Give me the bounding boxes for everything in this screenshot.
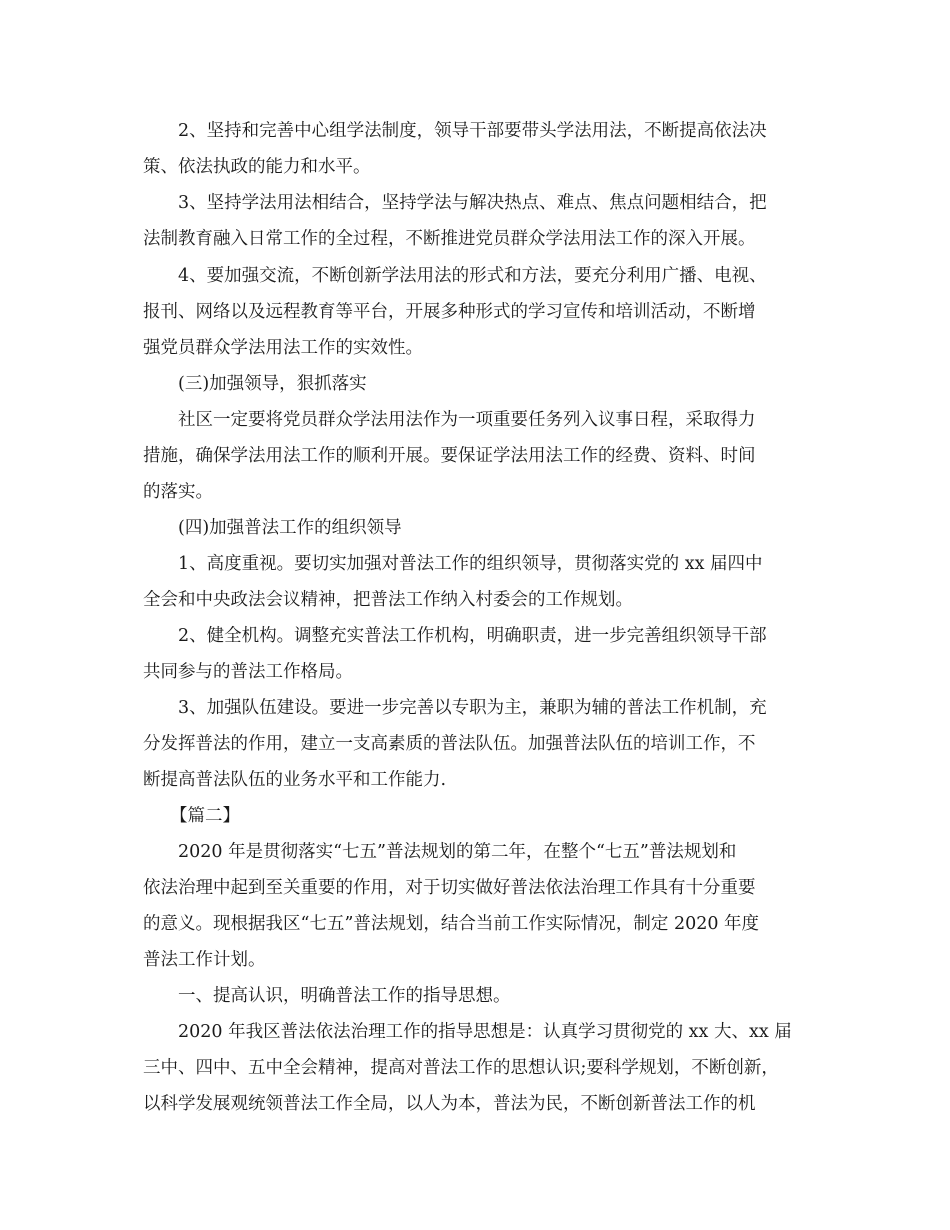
text-line: 措施，确保学法用法工作的顺利开展。要保证学法用法工作的经费、资料、时间 [143, 446, 756, 466]
text-line: 断提高普法队伍的业务水平和工作能力. [143, 770, 447, 790]
text-line: 2、健全机构。调整充实普法工作机构，明确职责，进一步完善组织领导干部 [178, 626, 767, 646]
text-line: 策、依法执政的能力和水平。 [143, 157, 371, 177]
text-line: 以科学发展观统领普法工作全局，以人为本，普法为民，不断创新普法工作的机 [143, 1094, 756, 1114]
text-line: 分发挥普法的作用，建立一支高素质的普法队伍。加强普法队伍的培训工作，不 [143, 734, 756, 754]
text-line: 4、要加强交流，不断创新学法用法的形式和方法，要充分利用广播、电视、 [178, 266, 767, 286]
section-heading: (四)加强普法工作的组织领导 [178, 518, 402, 538]
section-heading: (三)加强领导，狠抓落实 [178, 374, 367, 394]
text-line: 共同参与的普法工作格局。 [143, 662, 353, 682]
text-line: 2、坚持和完善中心组学法制度，领导干部要带头学法用法，不断提高依法决 [178, 121, 767, 141]
text-line: 1、高度重视。要切实加强对普法工作的组织领导，贯彻落实党的 xx 届四中 [178, 554, 763, 574]
part-heading: 【篇二】 [170, 806, 240, 826]
section-heading: 一、提高认识，明确普法工作的指导思想。 [178, 986, 511, 1006]
text-line: 依法治理中起到至关重要的作用，对于切实做好普法依法治理工作具有十分重要 [143, 878, 756, 898]
text-line: 3、坚持学法用法相结合，坚持学法与解决热点、难点、焦点问题相结合，把 [178, 193, 767, 213]
text-line: 2020 年是贯彻落实“七五”普法规划的第二年，在整个“七五”普法规划和 [178, 842, 737, 862]
text-line: 法制教育融入日常工作的全过程，不断推进党员群众学法用法工作的深入开展。 [143, 229, 756, 249]
text-line: 的落实。 [143, 482, 213, 502]
text-line: 三中、四中、五中全会精神，提高对普法工作的思想认识;要科学规划，不断创新， [143, 1058, 779, 1078]
text-line: 报刊、网络以及远程教育等平台，开展多种形式的学习宣传和培训活动，不断增 [143, 302, 756, 322]
text-line: 普法工作计划。 [143, 950, 266, 970]
text-line: 2020 年我区普法依法治理工作的指导思想是：认真学习贯彻党的 xx 大、xx 届 [178, 1022, 792, 1042]
text-line: 全会和中央政法会议精神，把普法工作纳入村委会的工作规划。 [143, 590, 633, 610]
text-line: 3、加强队伍建设。要进一步完善以专职为主，兼职为辅的普法工作机制，充 [178, 698, 767, 718]
text-line: 社区一定要将党员群众学法用法作为一项重要任务列入议事日程，采取得力 [178, 410, 756, 430]
text-line: 强党员群众学法用法工作的实效性。 [143, 338, 423, 358]
text-line: 的意义。现根据我区“七五”普法规划，结合当前工作实际情况，制定 2020 年度 [143, 914, 760, 934]
